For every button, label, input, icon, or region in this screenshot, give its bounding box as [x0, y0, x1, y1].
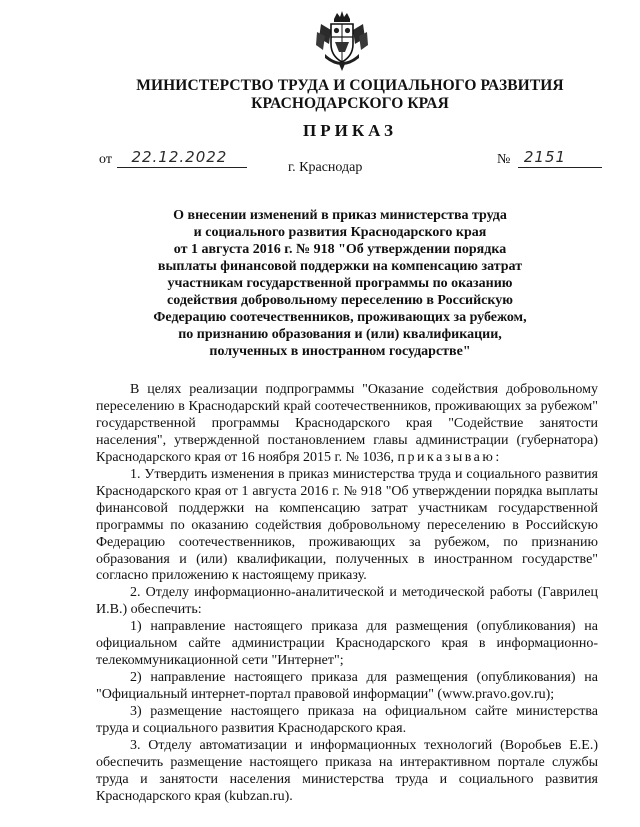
order-title: ПРИКАЗ	[303, 121, 397, 140]
date-prefix: от	[99, 152, 112, 167]
date-handwritten: 22.12.2022	[131, 148, 228, 166]
order-word: приказываю:	[397, 449, 502, 465]
item-2-3: 3) размещение настоящего приказа на официальном сайте министерства труда и социального развития Краснодарского края.	[96, 704, 598, 737]
heading-line: по признанию образования и (или) квалификации,	[178, 327, 502, 342]
number-prefix: №	[497, 152, 511, 167]
heading-line: содействия добровольному переселению в Российскую	[167, 293, 513, 308]
item-2-1: 1) направление настоящего приказа для размещения (опубликования) на официальном сайте администрации Краснодарского края в информационно-телекоммуникационной сети "Интернет";	[96, 619, 598, 669]
order-heading	[115, 207, 565, 360]
order-body	[96, 382, 598, 806]
item-1: 1. Утвердить изменения в приказ министерства труда и социального развития Краснодарского края от 1 августа 2016 г. № 918 "Об утверждении порядка выплаты финансовой поддержки на компенсацию затрат участникам государственной программы по оказанию содействия добровольному переселению в Российскую Федерацию соотечественников, проживающих за рубежом, по признанию образования и (или) квалификации, полученных в иностранном государстве" согласно приложению к настоящему приказу.	[96, 466, 598, 584]
city: г. Краснодар	[288, 160, 363, 175]
heading-line: Федерацию соотечественников, проживающих за рубежом,	[153, 310, 527, 325]
heading-line: О внесении изменений в приказ министерства труда	[173, 208, 507, 223]
heading-line: полученных в иностранном государстве"	[209, 344, 471, 359]
heading-line: участникам государственной программы по оказанию	[167, 276, 513, 291]
preamble-paragraph	[96, 382, 598, 467]
heading-line: и социального развития Краснодарского края	[193, 225, 487, 240]
preamble-text: В целях реализации подпрограммы "Оказание содействия добровольному переселению в Краснодарский край соотечественников, проживающих за рубежом" государственной программы Краснодарского края "Содействие занятости населения", утвержденной постановлением главы администрации (губернатора) Краснодарского края от 16 ноября 2015 г. № 1036,	[96, 382, 598, 465]
item-3: 3. Отделу автоматизации и информационных технологий (Воробьев Е.Е.) обеспечить размещение настоящего приказа на интерактивном портале службы труда и занятости населения министерства труда и социального развития Краснодарского края (kubzan.ru).	[96, 738, 598, 804]
ministry-name-line1: МИНИСТЕРСТВО ТРУДА И СОЦИАЛЬНОГО РАЗВИТИЯ	[136, 77, 564, 94]
ministry-name-line2: КРАСНОДАРСКОГО КРАЯ	[251, 95, 449, 112]
coat-of-arms-icon	[315, 10, 369, 72]
order-date	[99, 148, 247, 168]
number-handwritten: 2151	[523, 148, 567, 166]
order-number	[497, 148, 602, 168]
item-2-2: 2) направление настоящего приказа для размещения (опубликования) на "Официальный интернет-портал правовой информации" (www.pravo.gov.ru);	[96, 670, 598, 703]
heading-line: от 1 августа 2016 г. № 918 "Об утверждении порядка	[173, 242, 507, 257]
heading-line: выплаты финансовой поддержки на компенсацию затрат	[157, 259, 523, 274]
item-2: 2. Отделу информационно-аналитической и методической работы (Гаврилец И.В.) обеспечить:	[96, 585, 598, 618]
